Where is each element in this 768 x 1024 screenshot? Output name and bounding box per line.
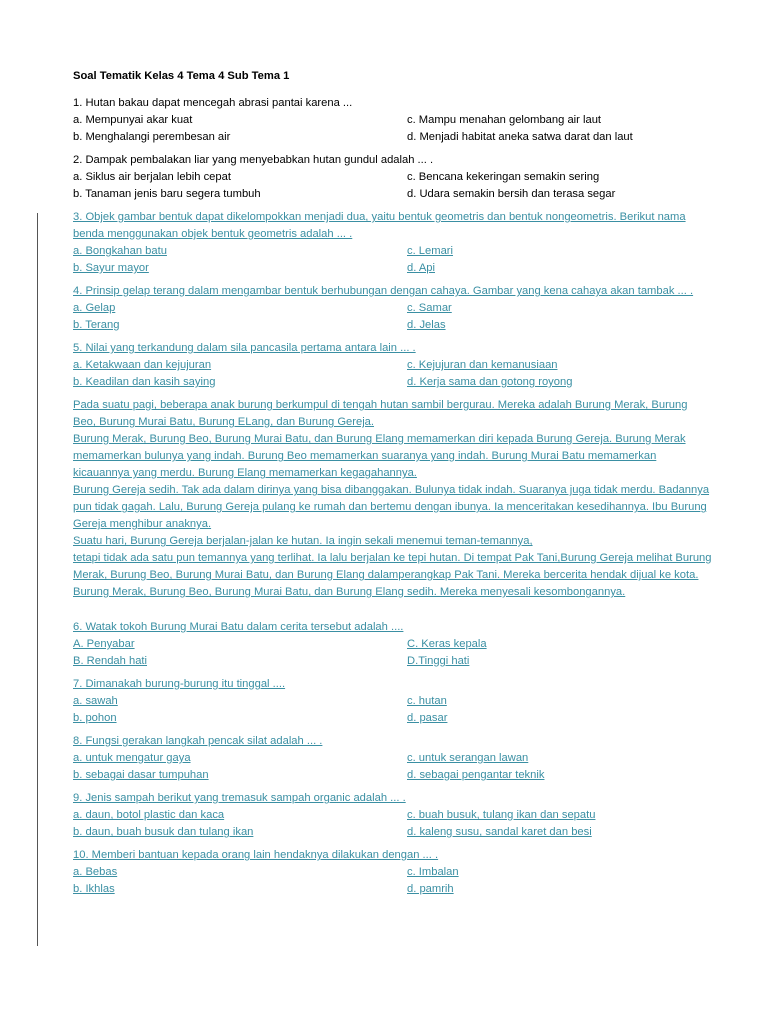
question-5[interactable] [73,340,713,391]
story-passage[interactable] [73,397,713,601]
option-c: c. untuk serangan lawan [407,752,529,764]
question-text: 2. Dampak pembalakan liar yang menyebabkan hutan gundul adalah ... . [73,154,434,166]
option-a: a. Ketakwaan dan kejujuran [73,359,212,371]
option-a: a. Bongkahan batu [73,245,167,257]
question-4[interactable] [73,283,713,334]
option-b: b. pohon [73,712,117,724]
option-d: D.Tinggi hati [407,655,470,667]
question-2 [73,152,713,203]
question-7[interactable] [73,676,713,727]
question-8[interactable] [73,733,713,784]
option-d: d. kaleng susu, sandal karet dan besi [407,826,592,838]
option-a: a. daun, botol plastic dan kaca [73,809,225,821]
question-text: 1. Hutan bakau dapat mencegah abrasi pantai karena ... [73,97,353,109]
option-b: b. daun, buah busuk dan tulang ikan [73,826,254,838]
question-9[interactable] [73,790,713,841]
story-paragraph: Pada suatu pagi, beberapa anak burung berkumpul di tengah hutan sambil bergurau. Mereka adalah Burung Merak, Burung Beo, Burung Murai Batu, Burung ELang, dan Burung Gereja. [73,399,688,428]
option-b: b. sebagai dasar tumpuhan [73,769,209,781]
question-text: 6. Watak tokoh Burung Murai Batu dalam cerita tersebut adalah .... [73,621,404,633]
story-paragraph: tetapi tidak ada satu pun temannya yang terlihat. Ia lalu berjalan ke tepi hutan. Di tempat Pak Tani,Burung Gereja melihat Burung Merak, Burung Beo, Burung Murai Batu, dan Burung Elang dalamperangkap Pak Tani. Mereka bercerita hendak dijual ke kota. Burung Merak, Burung Beo, Burung Murai Batu, dan Burung Elang sedih. Mereka menyesali kesombongannya. [73,552,712,598]
question-text: 3. Objek gambar bentuk dapat dikelompokkan menjadi dua, yaitu bentuk geometris dan bentuk nongeometris. Berikut nama benda menggunakan objek bentuk geometris adalah ... . [73,211,686,240]
option-c: c. hutan [407,695,447,707]
question-text: 8. Fungsi gerakan langkah pencak silat adalah ... . [73,735,323,747]
option-d: d. sebagai pengantar teknik [407,769,545,781]
story-paragraph: Burung Merak, Burung Beo, Burung Murai Batu, dan Burung Elang memamerkan diri kepada Burung Gereja. Burung Merak memamerkan bulunya yang indah. Burung Beo memamerkan suaranya yang indah. Burung Murai Batu memamerkan kicauannya yang merdu. Burung Elang memamerkan kegagahannya. [73,433,686,479]
option-d: d. pamrih [407,883,454,895]
option-d: d. Jelas [407,319,446,331]
question-text: 9. Jenis sampah berikut yang tremasuk sampah organic adalah ... . [73,792,406,804]
question-3[interactable] [73,209,713,277]
option-d: d. Udara semakin bersih dan terasa segar [407,188,616,200]
option-c: c. Lemari [407,245,454,257]
option-b: b. Ikhlas [73,883,115,895]
option-d: d. Kerja sama dan gotong royong [407,376,573,388]
option-c: c. Mampu menahan gelombang air laut [407,114,602,126]
option-c: C. Keras kepala [407,638,487,650]
option-a: a. Mempunyai akar kuat [73,114,193,126]
option-a: a. Siklus air berjalan lebih cepat [73,171,231,183]
margin-rule [37,213,38,946]
question-text: 4. Prinsip gelap terang dalam mengambar bentuk berhubungan dengan cahaya. Gambar yang kena cahaya akan tambak ... . [73,285,694,297]
question-text: 10. Memberi bantuan kepada orang lain hendaknya dilakukan dengan ... . [73,849,439,861]
option-a: a. sawah [73,695,118,707]
option-b: b. Tanaman jenis baru segera tumbuh [73,188,261,200]
story-paragraph: Burung Gereja sedih. Tak ada dalam dirinya yang bisa dibanggakan. Bulunya tidak indah. Suaranya juga tidak merdu. Badannya pun tidak gagah. Lalu, Burung Gereja pulang ke rumah dan bertemu dengan ibunya. Ia menceritakan kesedihannya. Ibu Burung Gereja menghibur anaknya. [73,484,710,530]
option-b: b. Menghalangi perembesan air [73,131,231,143]
option-b: b. Sayur mayor [73,262,149,274]
option-d: d. Menjadi habitat aneka satwa darat dan laut [407,131,633,143]
question-10[interactable] [73,847,713,898]
option-a: a. untuk mengatur gaya [73,752,191,764]
option-c: c. Imbalan [407,866,459,878]
question-6[interactable] [73,619,713,670]
question-text: 5. Nilai yang terkandung dalam sila pancasila pertama antara lain ... . [73,342,416,354]
document-title: Soal Tematik Kelas 4 Tema 4 Sub Tema 1 [73,70,290,82]
option-a: A. Penyabar [73,638,135,650]
question-1 [73,95,713,146]
option-c: c. Kejujuran dan kemanusiaan [407,359,558,371]
option-b: b. Keadilan dan kasih saying [73,376,216,388]
option-b: B. Rendah hati [73,655,148,667]
option-a: a. Gelap [73,302,116,314]
option-b: b. Terang [73,319,120,331]
question-text: 7. Dimanakah burung-burung itu tinggal .... [73,678,286,690]
document-page [73,68,713,904]
option-d: d. Api [407,262,435,274]
option-c: c. Samar [407,302,452,314]
option-c: c. buah busuk, tulang ikan dan sepatu [407,809,596,821]
option-d: d. pasar [407,712,448,724]
option-a: a. Bebas [73,866,118,878]
story-paragraph: Suatu hari, Burung Gereja berjalan-jalan ke hutan. Ia ingin sekali menemui teman-temannya, [73,535,533,547]
option-c: c. Bencana kekeringan semakin sering [407,171,600,183]
